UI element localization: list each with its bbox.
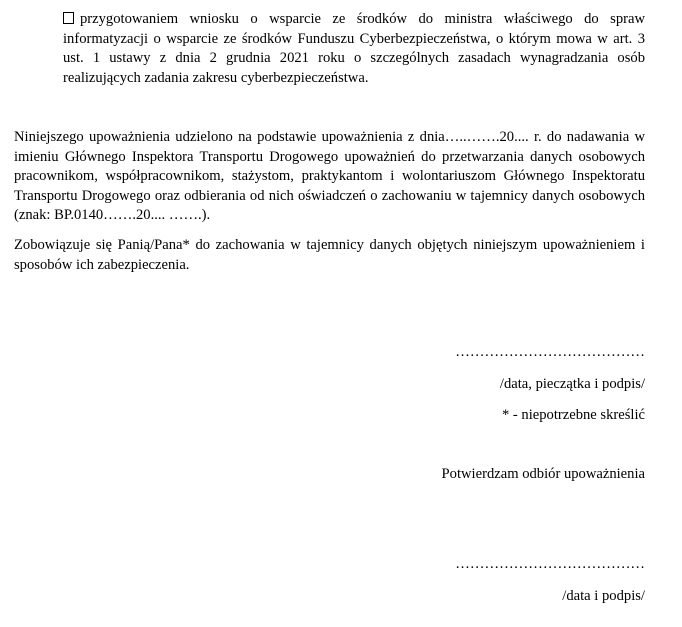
checkbox-list-item — [63, 10, 645, 88]
signature-line: ………………………………… — [455, 344, 645, 360]
confidentiality-obligation-paragraph: Zobowiązuje się Panią/Pana* do zachowania w tajemnicy danych objętych niniejszym upoważnieniem i sposobów ich zabezpieczenia. — [14, 237, 645, 273]
checkbox-icon — [63, 12, 74, 24]
item-text: przygotowaniem wniosku o wsparcie ze środków do ministra właściwego do spraw informatyzacji o wsparcie ze środków Funduszu Cyberbezpieczeństwa, o którym mowa w art. 3 ust. 1 ustawy z dnia 2 grudnia 2021 roku o szczególnych zasadach wynagradzania osób realizujących zadania zakresu cyberbezpieczeństwa. — [63, 11, 645, 86]
receipt-signature-label: /data i podpis/ — [562, 588, 645, 604]
signature-label: /data, pieczątka i podpis/ — [499, 376, 645, 392]
receipt-confirmation: Potwierdzam odbiór upoważnienia — [441, 466, 645, 482]
receipt-signature-line: ………………………………… — [455, 556, 645, 572]
footnote: * - niepotrzebne skreślić — [501, 407, 645, 423]
authorization-basis-paragraph: Niniejszego upoważnienia udzielono na podstawie upoważnienia z dnia…..…….20.... r. do nadawania w imieniu Głównego Inspektora Transportu Drogowego upoważnień do przetwarzania danych osobowych pracownikom, współpracownikom, stażystom, praktykantom i wolontariuszom Głównego Inspektoratu Transportu Drogowego oraz odbierania od nich oświadczeń o zachowaniu w tajemnicy danych osobowych (znak: BP.0140…….20.... …….). — [14, 129, 645, 224]
